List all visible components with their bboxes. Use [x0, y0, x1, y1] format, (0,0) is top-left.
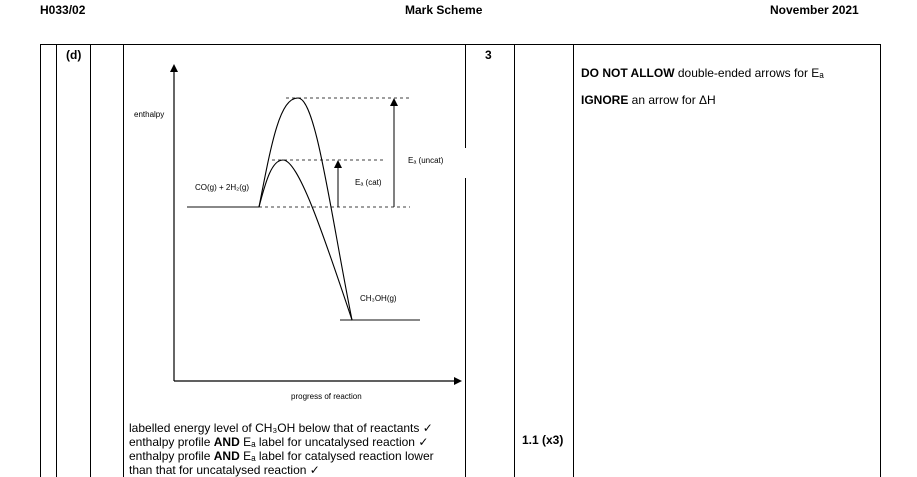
uncatalysed-curve [259, 98, 352, 320]
criterion-line: enthalpy profile AND Eₐ label for uncatalysed reaction ✓ [129, 435, 429, 449]
ea-cat-label: Eₐ (cat) [355, 178, 382, 187]
tick-icon: ✓ [422, 421, 433, 435]
assessment-objective: 1.1 (x3) [522, 433, 564, 447]
document-date: November 2021 [770, 3, 859, 17]
criterion-line: than that for uncatalysed reaction ✓ [129, 463, 320, 477]
guidance-disallow: DO NOT ALLOW double-ended arrows for Eₐ [581, 66, 824, 80]
criterion-line: labelled energy level of CH₃OH below that of reactants ✓ [129, 421, 433, 435]
document-code: H033/02 [40, 3, 86, 17]
criterion-line: enthalpy profile AND Eₐ label for catalysed reaction lower [129, 449, 434, 463]
marks-value: 3 [485, 48, 492, 62]
question-part: (d) [66, 48, 82, 62]
tick-icon: ✓ [309, 463, 320, 477]
ea-uncat-label: Eₐ (uncat) [408, 156, 444, 165]
product-label: CH₃OH(g) [360, 294, 397, 303]
y-axis-label: enthalpy [134, 110, 165, 119]
tick-icon: ✓ [418, 435, 429, 449]
x-axis-label: progress of reaction [291, 392, 362, 401]
reactants-label: CO(g) + 2H₂(g) [195, 183, 250, 192]
guidance-ignore: IGNORE an arrow for ΔH [581, 93, 716, 107]
document-title: Mark Scheme [405, 3, 483, 17]
